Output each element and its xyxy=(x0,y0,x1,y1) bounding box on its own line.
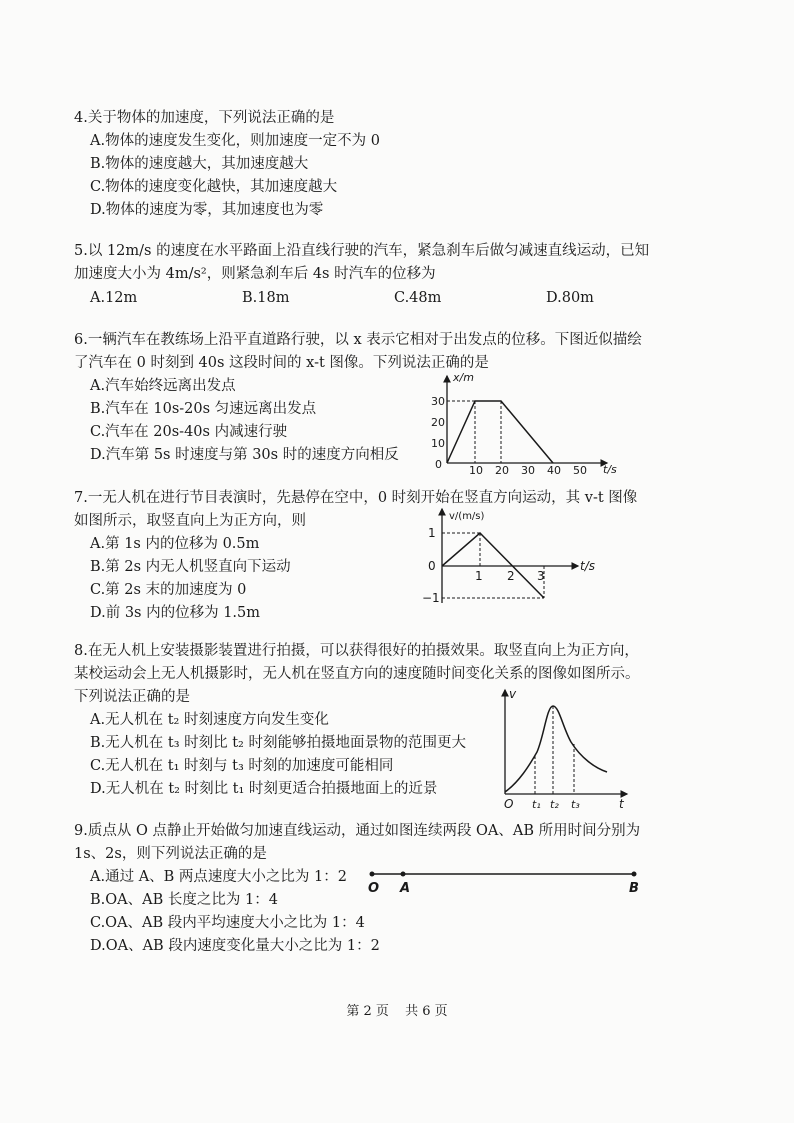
options-row xyxy=(74,286,734,310)
option-d: D.无人机在 t₂ 时刻比 t₁ 时刻更适合拍摄地面上的近景 xyxy=(90,781,438,797)
option-a: A.物体的速度发生变化，则加速度一定不为 0 xyxy=(90,133,380,149)
page-number: 第 2 页 xyxy=(346,1004,389,1019)
option-c: C.汽车在 20s-40s 内减速行驶 xyxy=(90,424,288,440)
option-a: A.无人机在 t₂ 时刻速度方向发生变化 xyxy=(90,712,329,728)
option-c: C.物体的速度变化越快，其加速度越大 xyxy=(90,179,338,195)
option-b: B.物体的速度越大，其加速度越大 xyxy=(90,156,309,172)
y-tick: 20 xyxy=(431,416,445,429)
x-tick: 2 xyxy=(507,569,515,583)
question-7 xyxy=(74,487,734,625)
x-tick: 1 xyxy=(475,569,483,583)
x-tick: 10 xyxy=(469,464,483,475)
x-tick: 40 xyxy=(547,464,561,475)
option-d: D.80m xyxy=(546,290,594,306)
t3-label: t₃ xyxy=(571,798,580,811)
question-stem-line-2: 某校运动会上无人机摄影时，无人机在竖直方向的速度随时间变化关系的图像如图所示。 xyxy=(74,666,640,682)
option-b: B.汽车在 10s-20s 匀速远离出发点 xyxy=(90,401,317,417)
point-o-label: O xyxy=(368,881,380,896)
page-total: 共 6 页 xyxy=(405,1004,448,1019)
point-b xyxy=(632,872,637,877)
xt-curve xyxy=(447,401,553,463)
page-footer xyxy=(0,1000,794,1019)
x-axis-label: t/s xyxy=(580,559,595,573)
option-a: A.12m xyxy=(90,290,138,306)
y-tick: 30 xyxy=(431,395,445,408)
point-a-label: A xyxy=(400,881,411,896)
y-tick: 0 xyxy=(435,458,442,471)
option-c: C.第 2s 末的加速度为 0 xyxy=(90,582,247,598)
option-c: C.无人机在 t₁ 时刻与 t₃ 时刻的加速度可能相同 xyxy=(90,758,394,774)
question-stem-line-1: 9.质点从 O 点静止开始做匀加速直线运动，通过如图连续两段 OA、AB 所用时间分别为 xyxy=(74,823,641,839)
y-tick: 1 xyxy=(428,526,436,540)
option-b: B.OA、AB 长度之比为 1：4 xyxy=(90,892,278,908)
option-b: B.18m xyxy=(242,290,290,306)
question-stem-line-3: 下列说法正确的是 xyxy=(74,689,190,705)
question-5 xyxy=(74,240,734,310)
x-axis-label: t xyxy=(619,797,624,811)
origin-label: O xyxy=(504,797,514,811)
x-tick: 30 xyxy=(521,464,535,475)
x-tick: 3 xyxy=(537,569,545,583)
question-4 xyxy=(74,107,734,222)
point-o xyxy=(370,872,375,877)
option-c: C.48m xyxy=(394,290,442,306)
option-d: D.前 3s 内的位移为 1.5m xyxy=(90,605,261,621)
option-d: D.汽车第 5s 时速度与第 30s 时的速度方向相反 xyxy=(90,447,399,463)
y-tick: −1 xyxy=(422,591,440,605)
question-stem-line-1: 6.一辆汽车在教练场上沿平直道路行驶，以 x 表示它相对于出发点的位移。下图近似描绘 xyxy=(74,332,642,348)
t2-label: t₂ xyxy=(550,798,559,811)
question-stem-line-2: 了汽车在 0 时刻到 40s 这段时间的 x-t 图像。下列说法正确的是 xyxy=(74,355,489,371)
segment-diagram xyxy=(362,862,652,902)
question-stem: 4.关于物体的加速度，下列说法正确的是 xyxy=(74,110,335,126)
option-a: A.第 1s 内的位移为 0.5m xyxy=(90,536,260,552)
question-stem-line-2: 加速度大小为 4m/s²，则紧急刹车后 4s 时汽车的位移为 xyxy=(74,266,436,282)
question-stem-line-2: 1s、2s，则下列说法正确的是 xyxy=(74,846,267,862)
option-d: D.OA、AB 段内速度变化量大小之比为 1：2 xyxy=(90,938,380,954)
velocity-curve xyxy=(505,706,607,792)
option-a: A.汽车始终远离出发点 xyxy=(90,378,236,394)
question-stem-line-2: 如图所示，取竖直向上为正方向，则 xyxy=(74,513,306,529)
question-stem-line-1: 8.在无人机上安装摄影装置进行拍摄，可以获得很好的拍摄效果。取竖直向上为正方向， xyxy=(74,643,639,659)
question-stem-line-1: 5.以 12m/s 的速度在水平路面上沿直线行驶的汽车，紧急刹车后做匀减速直线运动，已知 xyxy=(74,243,650,259)
y-tick: 0 xyxy=(428,559,436,573)
y-axis-label: v/(m/s) xyxy=(449,511,485,522)
y-tick: 10 xyxy=(431,437,445,450)
question-8 xyxy=(74,640,734,801)
point-a xyxy=(401,872,406,877)
option-b: B.第 2s 内无人机竖直向下运动 xyxy=(90,559,291,575)
option-c: C.OA、AB 段内平均速度大小之比为 1：4 xyxy=(90,915,365,931)
point-b-label: B xyxy=(629,881,639,896)
drone-vt-graph xyxy=(495,686,635,812)
xt-graph xyxy=(425,370,625,475)
option-a: A.通过 A、B 两点速度大小之比为 1：2 xyxy=(90,869,347,885)
option-b: B.无人机在 t₃ 时刻比 t₂ 时刻能够拍摄地面景物的范围更大 xyxy=(90,735,466,751)
t1-label: t₁ xyxy=(532,798,541,811)
x-tick: 20 xyxy=(495,464,509,475)
option-d: D.物体的速度为零，其加速度也为零 xyxy=(90,202,324,218)
question-stem-line-1: 7.一无人机在进行节目表演时，先悬停在空中，0 时刻开始在竖直方向运动，其 v-t 图像 xyxy=(74,490,638,506)
question-6 xyxy=(74,329,734,467)
y-axis-label: v xyxy=(509,687,517,701)
x-tick: 50 xyxy=(573,464,587,475)
x-axis-label: t/s xyxy=(603,463,617,475)
vt-graph xyxy=(418,505,603,610)
y-axis-label: x/m xyxy=(453,371,474,384)
